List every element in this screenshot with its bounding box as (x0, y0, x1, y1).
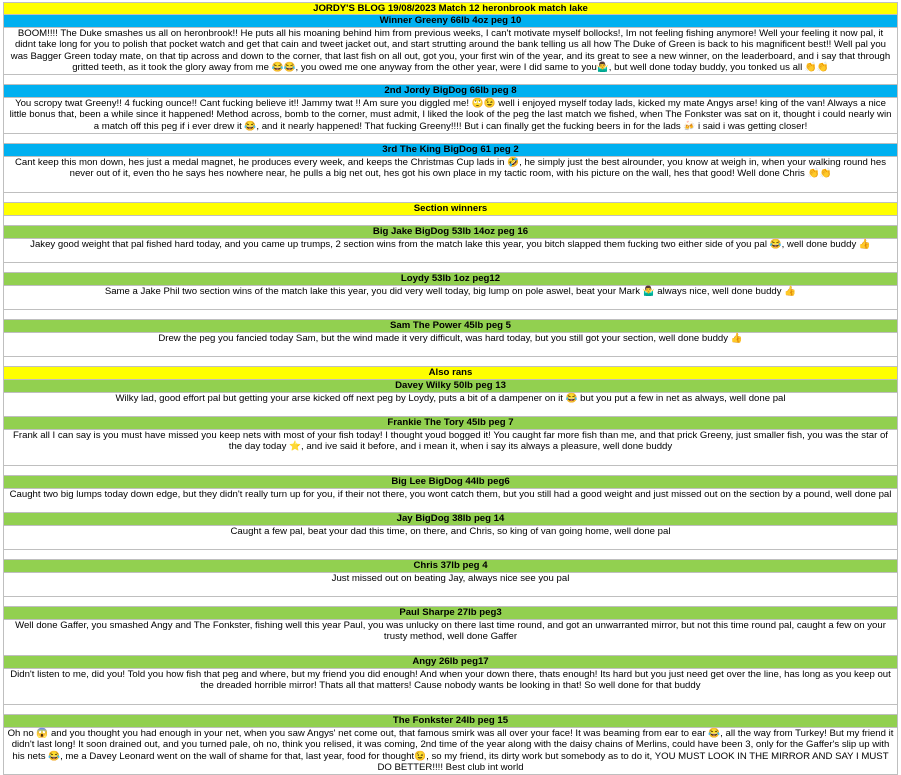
blog-sheet (3, 2, 898, 775)
angler-heading: Big Lee BigDog 44lb peg6 (3, 476, 898, 489)
group-heading: Section winners (3, 203, 898, 216)
angler-heading: Winner Greeny 66lb 4oz peg 10 (3, 15, 898, 28)
angler-heading: 3rd The King BigDog 61 peg 2 (3, 144, 898, 157)
angler-heading: Big Jake BigDog 53lb 14oz peg 16 (3, 226, 898, 239)
angler-report: Wilky lad, good effort pal but getting your arse kicked off next peg by Loydy, puts a bit of a dampener on it 😂 but you put a few in net as always, well done pal (3, 393, 898, 417)
spacer-row (3, 597, 898, 607)
angler-report: Well done Gaffer, you smashed Angy and The Fonkster, fishing well this year Paul, you was unlucky on there last time round, and got an unwarranted mirror, but not this time round pal, caught a few on your trusty method, well done Gaffer (3, 620, 898, 656)
angler-report: Caught two big lumps today down edge, but they didn't really turn up for you, if their not there, you wont catch them, but you still had a good weight and just missed out on the section by a pound, well done pal (3, 489, 898, 513)
angler-report: Frank all I can say is you must have missed you keep nets with most of your fish today! I thought youd bogged it! You caught far more fish than me, and that prick Greeny, just smaller fish, you was the star of the day today ⭐, and ive said it before, and i mean it, when i say its always a pleasure, well done buddy (3, 430, 898, 466)
spacer-row (3, 193, 898, 203)
angler-heading: The Fonkster 24lb peg 15 (3, 715, 898, 728)
spacer-row (3, 75, 898, 85)
spacer-row (3, 550, 898, 560)
angler-heading: Jay BigDog 38lb peg 14 (3, 513, 898, 526)
spacer-row (3, 263, 898, 273)
group-heading: Also rans (3, 367, 898, 380)
blog-title: JORDY'S BLOG 19/08/2023 Match 12 heronbrook match lake (3, 2, 898, 15)
angler-report: Drew the peg you fancied today Sam, but the wind made it very difficult, was hard today, but you still got your section, well done buddy 👍 (3, 333, 898, 357)
angler-heading: Paul Sharpe 27lb peg3 (3, 607, 898, 620)
angler-heading: Loydy 53lb 1oz peg12 (3, 273, 898, 286)
angler-report: Cant keep this mon down, hes just a medal magnet, he produces every week, and keeps the Christmas Cup lads in 🤣, he simply just the best alrounder, you know at weigh in, when your walking round hes never out of it, even tho he says hes nowhere near, he pulls a big net out, hes got his own place in my tactic room, with his picture on the wall, hes that good! Well done Chris 👏👏 (3, 157, 898, 193)
angler-report: Didn't listen to me, did you! Told you how fish that peg and where, but my friend you did enough! And when your down there, thats enough! Its hard but you just need get over the line, has long as you keep out the dreaded horrible mirror! Thats all that matters! Cause nobody wants be looking in that! So well done for that buddy (3, 669, 898, 705)
angler-report: BOOM!!!! The Duke smashes us all on heronbrook!! He puts all his moaning behind him from previous weeks, I can't motivate myself bollocks!, Im not feeling fishing anymore! Well your feeling it now pal, it didnt take long for you to polish that pocket watch and get that cain and tweet jacket out, and start strutting around the bank telling us all how The Duke of Green is back to his magnificent best!! Well pal you was Bagger Green today mate, on that tip across and down to the corner, that last fish on all out, got you, your first win of the year, and its great to see a new winner, on the leaderboard, and i say that through gritted teeth, as it took the glory away from me 😂😂, you owed me one anyway from the other year, were I did same to you🤷‍♂️, but well done today buddy, you tonked us all 👏👏 (3, 28, 898, 75)
angler-heading: Angy 26lb peg17 (3, 656, 898, 669)
angler-heading: Sam The Power 45lb peg 5 (3, 320, 898, 333)
angler-heading: Chris 37lb peg 4 (3, 560, 898, 573)
spacer-row (3, 310, 898, 320)
spacer-row (3, 357, 898, 367)
angler-report: Oh no 😱 and you thought you had enough in your net, when you saw Angys' net come out, that famous smirk was all over your face! It was beaming from ear to ear 😂, all the way from Turkey! But my friend it didn't last long! It soon drained out, and you turned pale, oh no, think you relised, it was coming, 2nd time of the year along with the daisy chains of Merlins, could have been 3, only for the Gaffer's slip up with his nets 😂, me a Davey Leonard went on the wall of shame for that, last year, food for thought😉, so my friend, its dirty work but somebody as to do it, YOU MUST LOOK IN THE MIRROR AND SAY I MUST DO BETTER!!!! Best club int world (3, 728, 898, 775)
spacer-row (3, 705, 898, 715)
spacer-row (3, 466, 898, 476)
angler-heading: Frankie The Tory 45lb peg 7 (3, 417, 898, 430)
angler-report: Just missed out on beating Jay, always nice see you pal (3, 573, 898, 597)
angler-report: You scropy twat Greeny!! 4 fucking ounce!! Cant fucking believe it!! Jammy twat !! Am sure you diggled me! 🙄😉 well i enjoyed myself today lads, kicked my mate Angys arse! king of the van! Always a nice little bonus that, been a while since it happened! Method across, bomb to the corner, must admit, I liked the look of the peg the last match we fished, when The Fonkster was sat on it, thought i could nearly win a match off this peg if i ever drew it 😂, and it nearly happened! That fucking Greeny!!!! But i can finally get the fucking beers in for the lads 🍻 i said i was getting closer! (3, 98, 898, 134)
angler-heading: 2nd Jordy BigDog 66lb peg 8 (3, 85, 898, 98)
spacer-row (3, 134, 898, 144)
angler-report: Same a Jake Phil two section wins of the match lake this year, you did very well today, big lump on pole aswel, beat your Mark 🤷‍♂️ always nice, well done buddy 👍 (3, 286, 898, 310)
angler-report: Jakey good weight that pal fished hard today, and you came up trumps, 2 section wins from the match lake this year, you bitch slapped them fucking two either side of you pal 😂, well done buddy 👍 (3, 239, 898, 263)
spacer-row (3, 216, 898, 226)
angler-report: Caught a few pal, beat your dad this time, on there, and Chris, so king of van going home, well done pal (3, 526, 898, 550)
angler-heading: Davey Wilky 50lb peg 13 (3, 380, 898, 393)
